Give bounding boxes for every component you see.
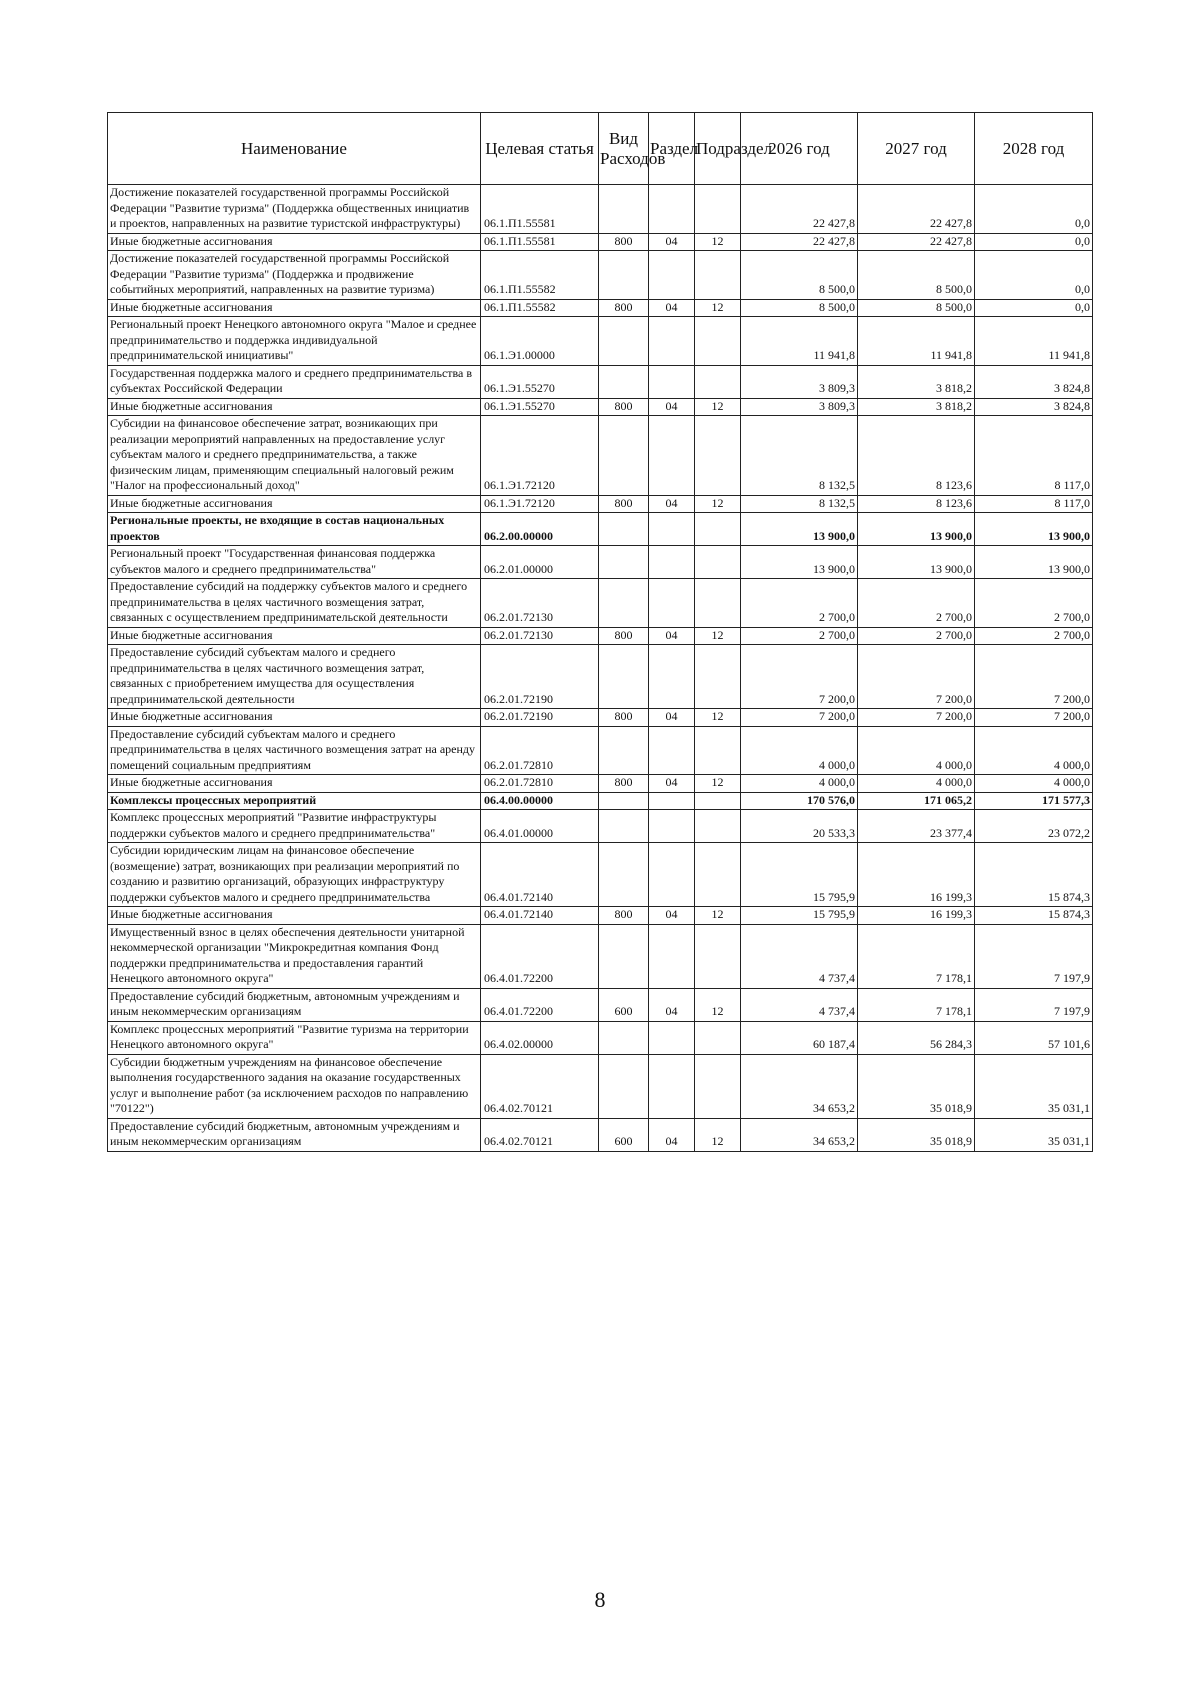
row-section: 04 [649, 709, 695, 727]
row-subsection [695, 792, 741, 810]
row-subsection [695, 546, 741, 579]
row-subsection [695, 579, 741, 628]
row-target-code: 06.2.01.72130 [481, 627, 599, 645]
row-amount-2026: 22 427,8 [741, 185, 858, 234]
row-amount-2028: 15 874,3 [975, 907, 1093, 925]
row-amount-2028: 2 700,0 [975, 627, 1093, 645]
row-amount-2028: 4 000,0 [975, 726, 1093, 775]
row-subsection: 12 [695, 233, 741, 251]
row-amount-2027: 3 818,2 [858, 365, 975, 398]
row-amount-2026: 34 653,2 [741, 1118, 858, 1151]
row-subsection: 12 [695, 627, 741, 645]
row-target-code: 06.4.01.72140 [481, 843, 599, 907]
row-name: Иные бюджетные ассигнования [108, 495, 481, 513]
row-amount-2027: 8 500,0 [858, 299, 975, 317]
row-subsection: 12 [695, 495, 741, 513]
row-amount-2026: 7 200,0 [741, 645, 858, 709]
row-expense-type: 800 [599, 775, 649, 793]
row-subsection [695, 924, 741, 988]
table-row [108, 185, 1093, 234]
header-target: Целевая статья [481, 113, 599, 185]
row-section [649, 251, 695, 300]
row-expense-type [599, 810, 649, 843]
row-amount-2026: 4 000,0 [741, 726, 858, 775]
row-target-code: 06.4.01.72200 [481, 988, 599, 1021]
row-amount-2026: 22 427,8 [741, 233, 858, 251]
row-name: Предоставление субсидий бюджетным, автономным учреждениям и иным некоммерческим организациям [108, 1118, 481, 1151]
row-amount-2028: 13 900,0 [975, 546, 1093, 579]
row-amount-2027: 16 199,3 [858, 843, 975, 907]
row-name: Предоставление субсидий субъектам малого и среднего предпринимательства в целях частичного возмещения затрат, связанных с приобретением имущества для осуществления предпринимательской деятельности [108, 645, 481, 709]
table-row [108, 579, 1093, 628]
row-amount-2026: 20 533,3 [741, 810, 858, 843]
row-section: 04 [649, 775, 695, 793]
header-year-2027: 2027 год [858, 113, 975, 185]
row-amount-2026: 8 132,5 [741, 416, 858, 496]
row-subsection [695, 365, 741, 398]
table-row [108, 546, 1093, 579]
row-amount-2027: 13 900,0 [858, 546, 975, 579]
row-name: Иные бюджетные ассигнования [108, 233, 481, 251]
row-amount-2026: 15 795,9 [741, 907, 858, 925]
row-amount-2026: 34 653,2 [741, 1054, 858, 1118]
row-subsection: 12 [695, 988, 741, 1021]
row-target-code: 06.1.Э1.72120 [481, 495, 599, 513]
row-section [649, 579, 695, 628]
row-amount-2028: 0,0 [975, 299, 1093, 317]
row-expense-type [599, 792, 649, 810]
row-expense-type [599, 1054, 649, 1118]
row-target-code: 06.4.00.00000 [481, 792, 599, 810]
row-amount-2027: 171 065,2 [858, 792, 975, 810]
row-name: Предоставление субсидий на поддержку субъектов малого и среднего предпринимательства в целях частичного возмещения затрат, связанных с осуществлением предпринимательской деятельности [108, 579, 481, 628]
header-name: Наименование [108, 113, 481, 185]
budget-table [107, 112, 1093, 1152]
row-amount-2026: 3 809,3 [741, 398, 858, 416]
row-amount-2027: 2 700,0 [858, 627, 975, 645]
row-expense-type: 800 [599, 233, 649, 251]
row-name: Субсидии на финансовое обеспечение затрат, возникающих при реализации мероприятий направленных на предоставление услуг субъектам малого и среднего предпринимательства, а также физическим лицам, применяющим специальный налоговый режим "Налог на профессиональный доход" [108, 416, 481, 496]
row-target-code: 06.4.02.00000 [481, 1021, 599, 1054]
row-amount-2026: 2 700,0 [741, 579, 858, 628]
row-name: Иные бюджетные ассигнования [108, 299, 481, 317]
row-name: Региональные проекты, не входящие в состав национальных проектов [108, 513, 481, 546]
row-amount-2026: 8 132,5 [741, 495, 858, 513]
row-section [649, 416, 695, 496]
row-section [649, 317, 695, 366]
table-row [108, 988, 1093, 1021]
row-amount-2027: 13 900,0 [858, 513, 975, 546]
row-expense-type: 800 [599, 907, 649, 925]
table-row [108, 645, 1093, 709]
row-section: 04 [649, 988, 695, 1021]
row-subsection: 12 [695, 907, 741, 925]
row-section [649, 365, 695, 398]
row-amount-2028: 7 200,0 [975, 709, 1093, 727]
row-name: Предоставление субсидий субъектам малого и среднего предпринимательства в целях частичного возмещения затрат на аренду помещений социальным предприятиям [108, 726, 481, 775]
row-target-code: 06.4.01.72200 [481, 924, 599, 988]
row-expense-type [599, 924, 649, 988]
row-expense-type [599, 365, 649, 398]
row-section [649, 843, 695, 907]
row-expense-type: 800 [599, 627, 649, 645]
table-row [108, 1118, 1093, 1151]
row-name: Иные бюджетные ассигнования [108, 398, 481, 416]
row-amount-2026: 4 737,4 [741, 988, 858, 1021]
row-subsection [695, 645, 741, 709]
row-name: Региональный проект Ненецкого автономного округа "Малое и среднее предпринимательство и поддержка индивидуальной предпринимательской инициативы" [108, 317, 481, 366]
row-amount-2027: 3 818,2 [858, 398, 975, 416]
row-name: Имущественный взнос в целях обеспечения деятельности унитарной некоммерческой организации "Микрокредитная компания Фонд поддержки предпринимательства и предоставления гарантий Ненецкого автономного округа" [108, 924, 481, 988]
row-expense-type: 600 [599, 988, 649, 1021]
row-name: Региональный проект "Государственная финансовая поддержка субъектов малого и среднего предпринимательства" [108, 546, 481, 579]
row-amount-2026: 11 941,8 [741, 317, 858, 366]
row-section [649, 513, 695, 546]
row-subsection [695, 1021, 741, 1054]
row-expense-type [599, 546, 649, 579]
row-amount-2028: 8 117,0 [975, 416, 1093, 496]
row-target-code: 06.1.Э1.55270 [481, 365, 599, 398]
row-target-code: 06.1.Э1.55270 [481, 398, 599, 416]
row-subsection: 12 [695, 775, 741, 793]
row-amount-2027: 8 123,6 [858, 495, 975, 513]
row-amount-2026: 4 737,4 [741, 924, 858, 988]
row-expense-type: 800 [599, 398, 649, 416]
row-section: 04 [649, 907, 695, 925]
row-subsection: 12 [695, 299, 741, 317]
row-subsection [695, 513, 741, 546]
row-subsection [695, 416, 741, 496]
row-amount-2026: 170 576,0 [741, 792, 858, 810]
row-name: Предоставление субсидий бюджетным, автономным учреждениям и иным некоммерческим организациям [108, 988, 481, 1021]
table-row [108, 398, 1093, 416]
row-amount-2027: 8 123,6 [858, 416, 975, 496]
row-amount-2026: 15 795,9 [741, 843, 858, 907]
row-amount-2028: 7 197,9 [975, 924, 1093, 988]
row-name: Иные бюджетные ассигнования [108, 627, 481, 645]
row-section [649, 810, 695, 843]
row-name: Субсидии юридическим лицам на финансовое обеспечение (возмещение) затрат, возникающих при реализации мероприятий по созданию и развитию организаций, образующих инфраструктуру поддержки субъектов малого и среднего предпринимательства [108, 843, 481, 907]
row-expense-type [599, 185, 649, 234]
table-row [108, 251, 1093, 300]
row-amount-2028: 0,0 [975, 185, 1093, 234]
row-amount-2026: 60 187,4 [741, 1021, 858, 1054]
row-section [649, 185, 695, 234]
row-amount-2028: 35 031,1 [975, 1118, 1093, 1151]
row-amount-2026: 13 900,0 [741, 546, 858, 579]
table-row [108, 317, 1093, 366]
row-amount-2027: 23 377,4 [858, 810, 975, 843]
row-target-code: 06.2.01.72190 [481, 709, 599, 727]
row-target-code: 06.1.П1.55581 [481, 233, 599, 251]
row-amount-2027: 7 200,0 [858, 709, 975, 727]
row-amount-2028: 15 874,3 [975, 843, 1093, 907]
row-subsection [695, 185, 741, 234]
row-expense-type [599, 645, 649, 709]
row-name: Комплексы процессных мероприятий [108, 792, 481, 810]
row-target-code: 06.2.01.72190 [481, 645, 599, 709]
table-row [108, 495, 1093, 513]
row-subsection [695, 251, 741, 300]
row-subsection: 12 [695, 398, 741, 416]
header-type: Вид Расходов [599, 113, 649, 185]
row-amount-2028: 0,0 [975, 251, 1093, 300]
row-amount-2028: 13 900,0 [975, 513, 1093, 546]
row-amount-2026: 3 809,3 [741, 365, 858, 398]
row-target-code: 06.2.01.72810 [481, 726, 599, 775]
row-amount-2027: 35 018,9 [858, 1054, 975, 1118]
row-target-code: 06.1.П1.55582 [481, 299, 599, 317]
row-expense-type: 800 [599, 495, 649, 513]
table-row [108, 810, 1093, 843]
row-subsection [695, 726, 741, 775]
row-target-code: 06.2.01.72810 [481, 775, 599, 793]
row-section [649, 1054, 695, 1118]
row-amount-2026: 7 200,0 [741, 709, 858, 727]
row-target-code: 06.4.01.72140 [481, 907, 599, 925]
row-section [649, 792, 695, 810]
table-row [108, 792, 1093, 810]
row-amount-2027: 11 941,8 [858, 317, 975, 366]
row-expense-type [599, 843, 649, 907]
row-subsection [695, 810, 741, 843]
row-amount-2026: 8 500,0 [741, 251, 858, 300]
row-amount-2028: 4 000,0 [975, 775, 1093, 793]
row-amount-2027: 4 000,0 [858, 726, 975, 775]
row-amount-2028: 7 197,9 [975, 988, 1093, 1021]
row-amount-2028: 171 577,3 [975, 792, 1093, 810]
header-section: Раздел [649, 113, 695, 185]
row-expense-type [599, 251, 649, 300]
row-amount-2027: 35 018,9 [858, 1118, 975, 1151]
table-row [108, 843, 1093, 907]
row-target-code: 06.4.02.70121 [481, 1118, 599, 1151]
table-header-row [108, 113, 1093, 185]
header-year-2026: 2026 год [741, 113, 858, 185]
row-expense-type: 800 [599, 299, 649, 317]
row-amount-2028: 23 072,2 [975, 810, 1093, 843]
row-target-code: 06.1.П1.55581 [481, 185, 599, 234]
row-section: 04 [649, 495, 695, 513]
row-section: 04 [649, 299, 695, 317]
row-amount-2028: 7 200,0 [975, 645, 1093, 709]
row-expense-type [599, 317, 649, 366]
row-amount-2027: 22 427,8 [858, 185, 975, 234]
table-row [108, 775, 1093, 793]
row-section [649, 726, 695, 775]
row-section [649, 546, 695, 579]
row-amount-2026: 8 500,0 [741, 299, 858, 317]
row-amount-2027: 56 284,3 [858, 1021, 975, 1054]
row-amount-2028: 57 101,6 [975, 1021, 1093, 1054]
row-amount-2027: 4 000,0 [858, 775, 975, 793]
row-target-code: 06.1.П1.55582 [481, 251, 599, 300]
row-amount-2027: 16 199,3 [858, 907, 975, 925]
row-amount-2028: 3 824,8 [975, 365, 1093, 398]
row-amount-2027: 8 500,0 [858, 251, 975, 300]
row-target-code: 06.2.01.00000 [481, 546, 599, 579]
row-amount-2027: 2 700,0 [858, 579, 975, 628]
row-name: Государственная поддержка малого и среднего предпринимательства в субъектах Российской Федерации [108, 365, 481, 398]
row-section [649, 1021, 695, 1054]
row-expense-type [599, 579, 649, 628]
row-amount-2028: 3 824,8 [975, 398, 1093, 416]
row-amount-2028: 2 700,0 [975, 579, 1093, 628]
row-name: Иные бюджетные ассигнования [108, 775, 481, 793]
row-target-code: 06.1.Э1.72120 [481, 416, 599, 496]
row-name: Комплекс процессных мероприятий "Развитие туризма на территории Ненецкого автономного округа" [108, 1021, 481, 1054]
row-amount-2027: 22 427,8 [858, 233, 975, 251]
table-row [108, 726, 1093, 775]
row-amount-2028: 0,0 [975, 233, 1093, 251]
table-row [108, 627, 1093, 645]
row-amount-2026: 4 000,0 [741, 775, 858, 793]
row-amount-2026: 2 700,0 [741, 627, 858, 645]
row-amount-2027: 7 200,0 [858, 645, 975, 709]
row-section: 04 [649, 1118, 695, 1151]
row-subsection [695, 1054, 741, 1118]
row-name: Субсидии бюджетным учреждениям на финансовое обеспечение выполнения государственного задания на оказание государственных услуг и выполнение работ (за исключением расходов по направлению "70122") [108, 1054, 481, 1118]
row-amount-2026: 13 900,0 [741, 513, 858, 546]
header-subsection: Подраздел [695, 113, 741, 185]
row-target-code: 06.4.02.70121 [481, 1054, 599, 1118]
row-subsection [695, 317, 741, 366]
row-expense-type [599, 513, 649, 546]
table-row [108, 1054, 1093, 1118]
row-amount-2028: 35 031,1 [975, 1054, 1093, 1118]
table-row [108, 1021, 1093, 1054]
row-amount-2028: 11 941,8 [975, 317, 1093, 366]
row-name: Достижение показателей государственной программы Российской Федерации "Развитие туризма" (Поддержка общественных инициатив и проектов, направленных на развитие туристской инфраструктуры) [108, 185, 481, 234]
row-subsection: 12 [695, 709, 741, 727]
row-expense-type [599, 726, 649, 775]
table-row [108, 709, 1093, 727]
row-section: 04 [649, 627, 695, 645]
table-row [108, 924, 1093, 988]
row-amount-2027: 7 178,1 [858, 988, 975, 1021]
table-row [108, 416, 1093, 496]
table-row [108, 513, 1093, 546]
row-name: Достижение показателей государственной программы Российской Федерации "Развитие туризма" (Поддержка и продвижение событийных мероприятий, направленных на развитие туризма) [108, 251, 481, 300]
table-row [108, 907, 1093, 925]
row-amount-2027: 7 178,1 [858, 924, 975, 988]
row-expense-type [599, 416, 649, 496]
row-name: Комплекс процессных мероприятий "Развитие инфраструктуры поддержки субъектов малого и среднего предпринимательства" [108, 810, 481, 843]
row-expense-type: 800 [599, 709, 649, 727]
table-row [108, 233, 1093, 251]
row-subsection: 12 [695, 1118, 741, 1151]
row-subsection [695, 843, 741, 907]
table-row [108, 299, 1093, 317]
row-target-code: 06.4.01.00000 [481, 810, 599, 843]
row-section [649, 924, 695, 988]
row-expense-type: 600 [599, 1118, 649, 1151]
row-amount-2028: 8 117,0 [975, 495, 1093, 513]
row-target-code: 06.2.01.72130 [481, 579, 599, 628]
row-name: Иные бюджетные ассигнования [108, 709, 481, 727]
row-expense-type [599, 1021, 649, 1054]
page-number: 8 [594, 1587, 606, 1612]
row-target-code: 06.2.00.00000 [481, 513, 599, 546]
row-name: Иные бюджетные ассигнования [108, 907, 481, 925]
table-row [108, 365, 1093, 398]
row-section: 04 [649, 233, 695, 251]
row-section [649, 645, 695, 709]
header-year-2028: 2028 год [975, 113, 1093, 185]
row-target-code: 06.1.Э1.00000 [481, 317, 599, 366]
row-section: 04 [649, 398, 695, 416]
